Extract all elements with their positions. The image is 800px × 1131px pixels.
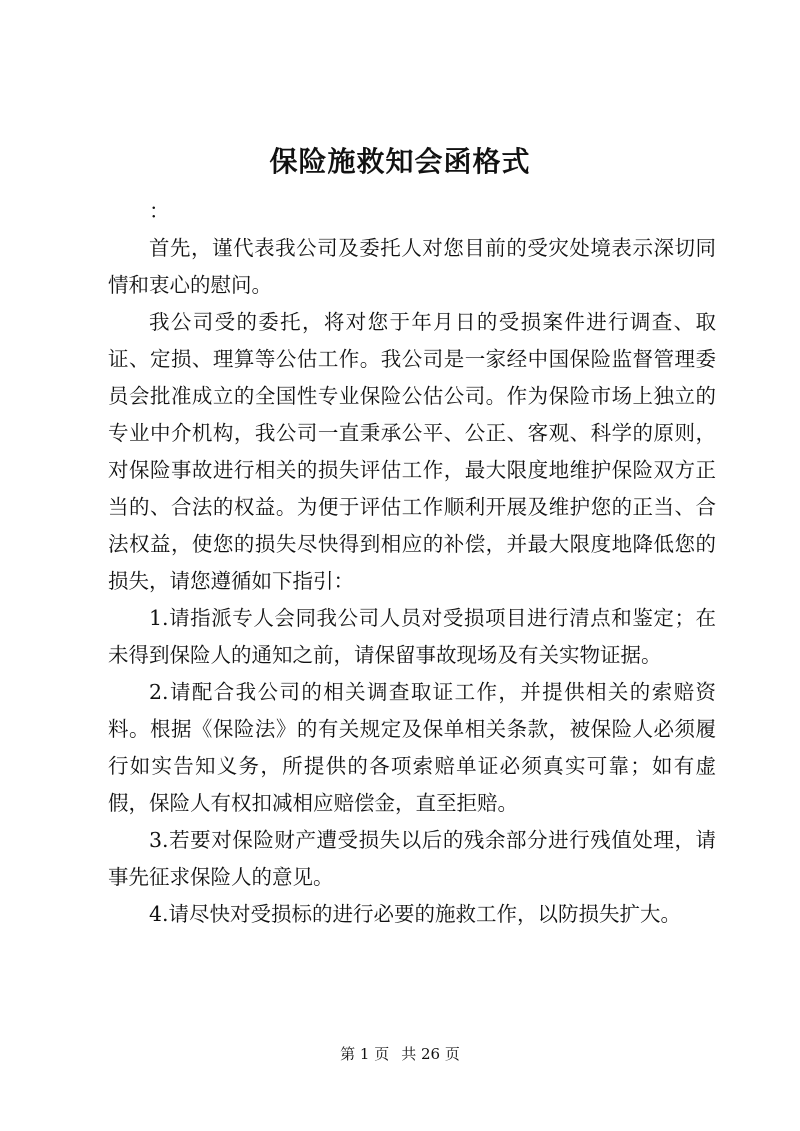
paragraph-item-3: 3.若要对保险财产遭受损失以后的残余部分进行残值处理，请事先征求保险人的意见。 [108,828,716,889]
paragraph-item-1: 1.请指派专人会同我公司人员对受损项目进行清点和鉴定；在未得到保险人的通知之前，请保留事故现场及有关实物证据。 [108,606,716,667]
paragraph-introduction: 我公司受的委托，将对您于年月日的受损案件进行调查、取证、定损、理算等公估工作。我公司是一家经中国保险监督管理委员会批准成立的全国性专业保险公估公司。作为保险市场上独立的专业中介机构，我公司一直秉承公平、公正、客观、科学的原则，对保险事故进行相关的损失评估工作，最大限度地维护保险双方正当的、合法的权益。为便于评估工作顺利开展及维护您的正当、合法权益，使您的损失尽快得到相应的补偿，并最大限度地降低您的损失，请您遵循如下指引： [108,310,716,593]
total-pages: 共 26 页 [401,1045,460,1063]
paragraph-item-4: 4.请尽快对受损标的进行必要的施救工作，以防损失扩大。 [149,902,682,926]
document-body [108,193,716,933]
page-footer [0,1044,800,1064]
page-number: 第 1 页 [340,1045,390,1063]
salutation-line: ： [149,199,170,223]
paragraph-greeting: 首先，谨代表我公司及委托人对您目前的受灾处境表示深切同情和衷心的慰问。 [108,236,716,297]
paragraph-item-2: 2.请配合我公司的相关调查取证工作，并提供相关的索赔资料。根据《保险法》的有关规定及保单相关条款，被保险人必须履行如实告知义务，所提供的各项索赔单证必须真实可靠；如有虚假，保险人有权扣减相应赔偿金，直至拒赔。 [108,680,716,815]
document-title: 保险施救知会函格式 [269,145,531,178]
